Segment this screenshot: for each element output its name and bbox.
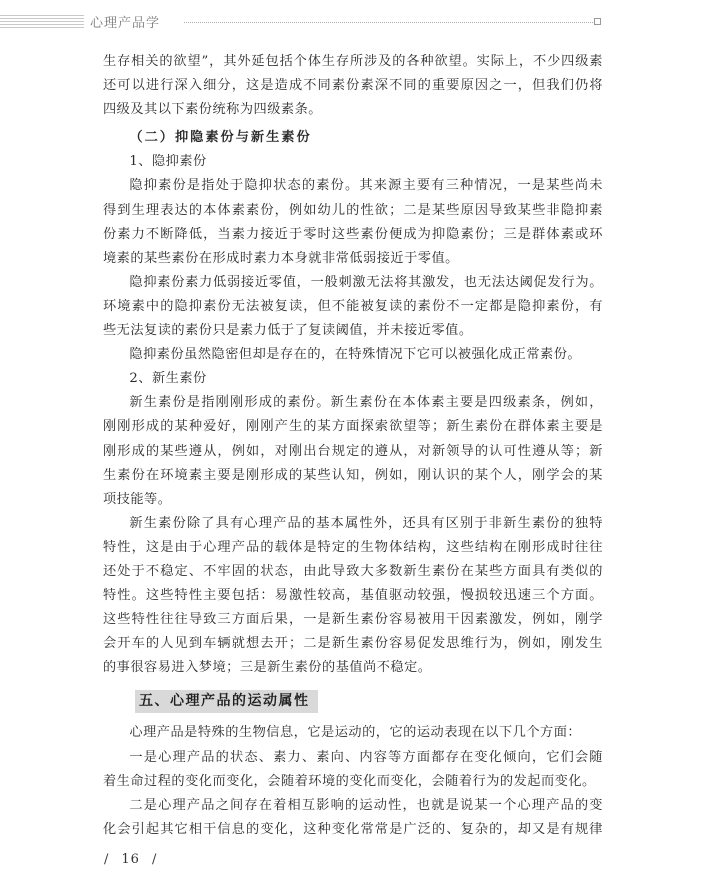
page-number	[98, 852, 163, 867]
text-line: 还可以进行深入细分，这是造成不同素份素深不同的重要原因之一，但我们仍将	[103, 78, 603, 94]
paragraph	[103, 271, 603, 343]
text-line: 的事很容易进入梦境；三是新生素份的基值尚不稳定。	[103, 660, 432, 676]
text-line: 心理产品是特殊的生物信息，它是运动的，它的运动表现在以下几个方面：	[129, 725, 582, 741]
page-number-value: 16	[121, 852, 140, 867]
text-line: 这些特性往往导致三方面后果，一是新生素份容易被用干因素激发，例如，刚学	[103, 612, 603, 628]
text-line: 一是心理产品的状态、素力、素向、内容等方面都存在变化倾向，它们会随	[129, 749, 603, 765]
text-line: 还处于不稳定、不牢固的状态，由此导致大多数新生素份在某些方面具有类似的	[103, 563, 603, 579]
text-line: 会开车的人见到车辆就想去开；二是新生素份容易促发思维行为，例如，刚发生	[103, 636, 603, 652]
header-title: 心理产品学	[90, 16, 161, 31]
paragraph-continued	[103, 50, 603, 122]
text-line: 环境素中的隐抑素份无法被复读，但不能被复读的素份不一定都是隐抑素份，有	[103, 298, 603, 314]
header-dotted-rule	[184, 22, 593, 23]
paragraph	[103, 391, 603, 511]
paragraph	[103, 343, 603, 367]
item-heading-2: 2、新生素份	[129, 371, 207, 387]
page-body	[103, 50, 603, 842]
text-line: 项技能等。	[103, 491, 172, 507]
text-line: 二是心理产品之间存在着相互影响的运动性，也就是说某一个心理产品的变	[129, 797, 603, 813]
text-line: 特性，这是由于心理产品的载体是特定的生物体结构，这些结构在刚形成时往往	[103, 539, 603, 555]
text-line: 新生素份除了具有心理产品的基本属性外，还具有区别于非新生素份的独特	[129, 515, 603, 531]
paragraph	[103, 512, 603, 681]
section-heading: 五、心理产品的运动属性	[135, 690, 318, 713]
text-line: 些无法复读的素份只是素力低于了复读阈值，并未接近零值。	[103, 323, 473, 339]
text-line: 特性。这些特性主要包括：易激性较高，基值驱动较强，慢损较迅速三个方面。	[103, 588, 603, 604]
text-line: 隐抑素份素力低弱接近零值，一般刺激无法将其激发，也无法达阈促发行为。	[129, 274, 603, 290]
paragraph	[103, 721, 603, 745]
text-line: 四级及其以下素份统称为四级素条。	[103, 102, 322, 118]
text-line: 刚形成的某些遵从，例如，对刚出台规定的遵从，对新领导的认可性遵从等；新	[103, 443, 603, 459]
running-header	[0, 10, 711, 36]
text-line: 隐抑素份是指处于隐抑状态的素份。其来源主要有三种情况，一是某些尚未	[129, 178, 603, 194]
text-line: 得到生理表达的本体素素份，例如幼儿的性欲；二是某些原因导致某些非隐抑素	[103, 202, 603, 218]
paragraph	[103, 174, 603, 270]
paragraph	[103, 746, 603, 794]
text-line: 份素力不断降低，当素力接近于零时这些素份便成为抑隐素份；三是群体素或环	[103, 226, 603, 242]
text-line: 新生素份是指刚刚形成的素份。新生素份在本体素主要是四级素条，例如，	[129, 395, 603, 411]
item-heading-1: 1、隐抑素份	[129, 154, 207, 170]
text-line: 隐抑素份虽然隐密但却是存在的，在特殊情况下它可以被强化成正常素份。	[129, 347, 582, 363]
text-line: 境素的某些素份在形成时素力本身就非常低弱接近于零值。	[103, 250, 459, 266]
text-line: 生存相关的欲望”，其外延包括个体生存所涉及的各种欲望。实际上，不少四级素	[103, 54, 603, 69]
text-line: 化会引起其它相干信息的变化，这种变化常常是广泛的、复杂的，却又是有规律	[103, 821, 603, 837]
page-number-left-slash: /	[104, 852, 110, 867]
page-number-right-slash: /	[151, 852, 158, 867]
text-line: 着生命过程的变化而变化，会随着环境的变化而变化，会随着行为的发起而变化。	[103, 773, 596, 789]
paragraph	[103, 794, 603, 842]
text-line: 生素份在环境素主要是刚形成的某些认知，例如，刚认识的某个人，刚学会的某	[103, 467, 603, 483]
subsection-heading: （二）抑隐素份与新生素份	[129, 130, 312, 146]
header-decoration-bars	[0, 15, 84, 29]
text-line: 刚刚形成的某种爱好，刚刚产生的某方面探索欲望等；新生素份在群体素主要是	[103, 419, 603, 435]
header-end-square	[594, 18, 601, 25]
